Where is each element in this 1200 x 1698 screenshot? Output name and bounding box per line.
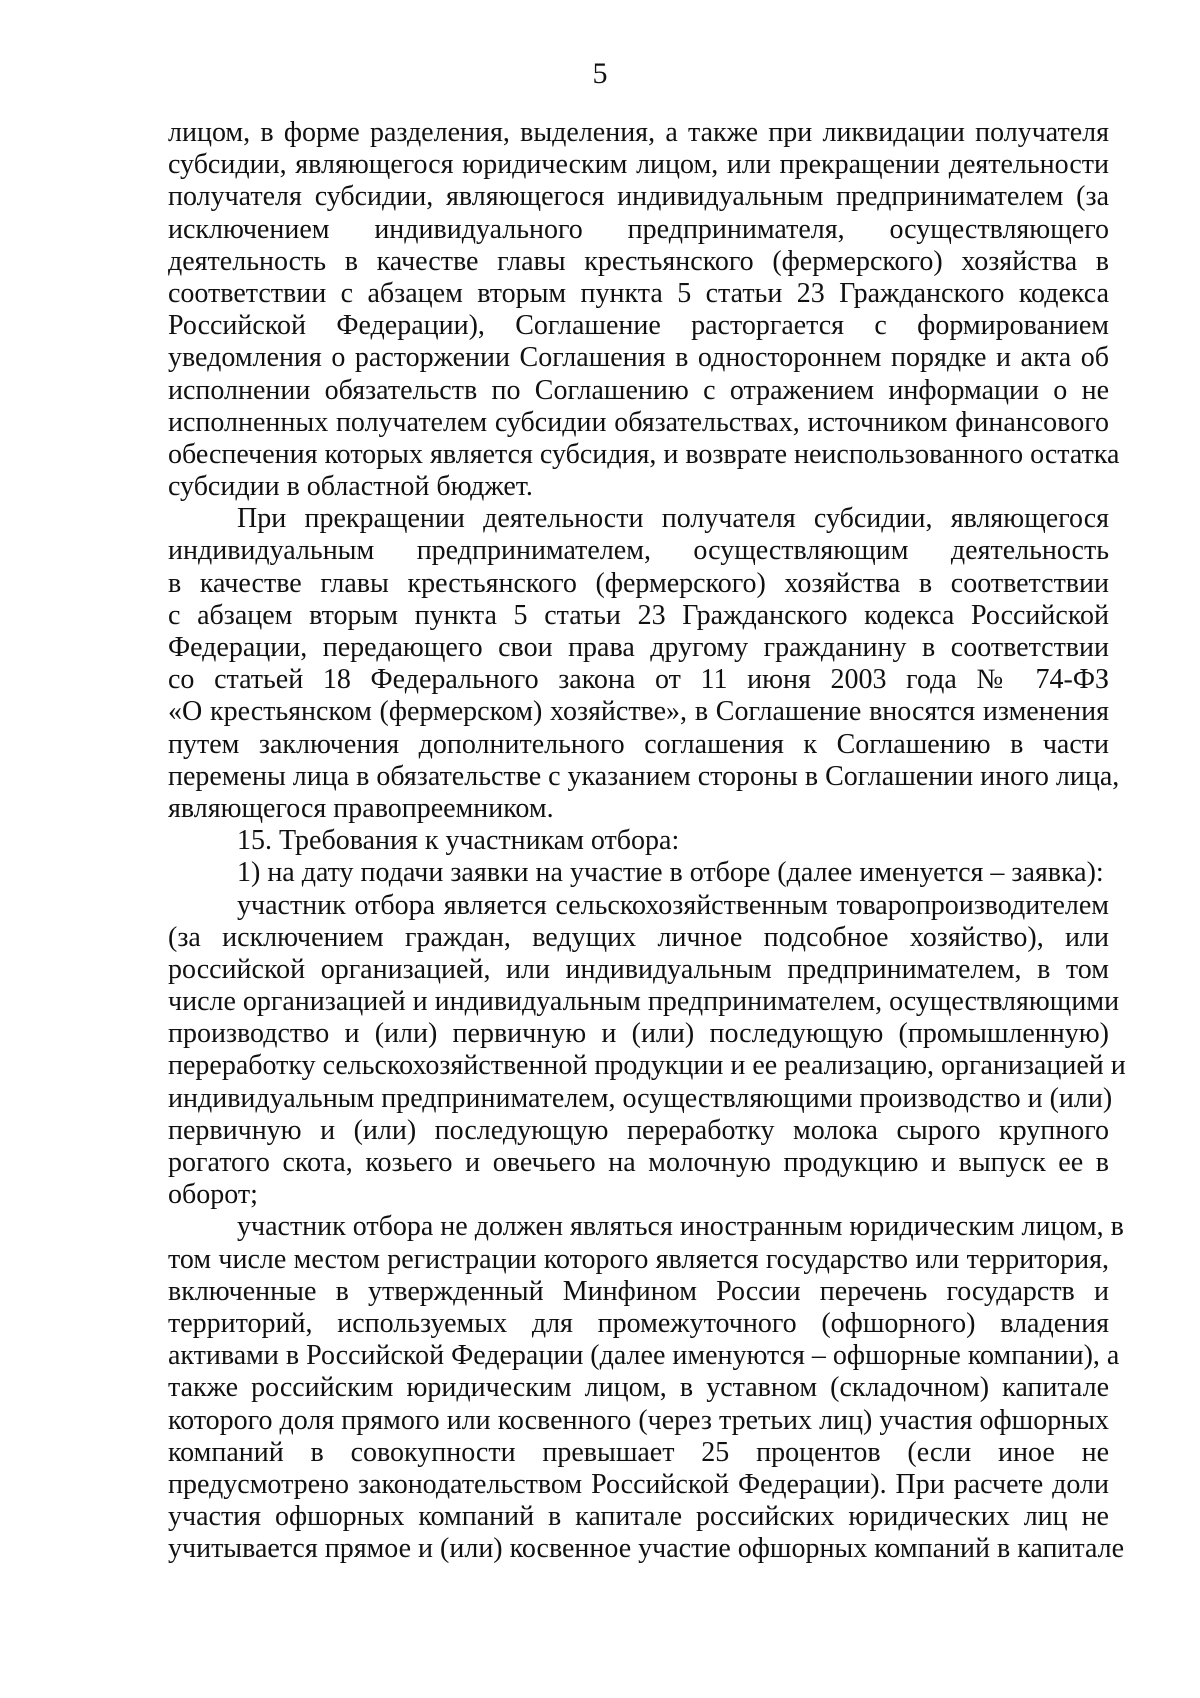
text-line: путем заключения дополнительного соглашения к Соглашению в части (168, 728, 1109, 760)
text-line: При прекращении деятельности получателя субсидии, являющегося (237, 503, 1109, 535)
text-line: активами в Российской Федерации (далее именуются – офшорные компании), а (168, 1340, 1120, 1372)
text-line: Российской Федерации), Соглашение расторгается с формированием (168, 310, 1109, 342)
text-line: предусмотрено законодательством Российской Федерации). При расчете доли (168, 1468, 1109, 1500)
text-line: «О крестьянском (фермерском) хозяйстве», в Соглашение вносятся изменения (168, 696, 1109, 728)
text-line: рогатого скота, козьего и овечьего на молочную продукцию и выпуск ее в (168, 1147, 1109, 1178)
text-line: исполненных получателем субсидии обязательствах, источником финансового (168, 406, 1109, 438)
text-line: исполнении обязательств по Соглашению с отражением информации о не (168, 374, 1109, 406)
text-line: (за исключением граждан, ведущих личное подсобное хозяйство), или (168, 921, 1109, 953)
text-line: российской организацией, или индивидуальным предпринимателем, в том (168, 953, 1109, 985)
text-line: также российским юридическим лицом, в уставном (складочном) капитале (168, 1372, 1109, 1404)
text-line: лицом, в форме разделения, выделения, а также при ликвидации получателя (168, 117, 1109, 148)
text-line: 1) на дату подачи заявки на участие в отборе (далее именуется – заявка): (237, 857, 1104, 889)
text-line: с абзацем вторым пункта 5 статьи 23 Гражданского кодекса Российской (168, 599, 1109, 631)
text-line: уведомления о расторжении Соглашения в одностороннем порядке и акта об (168, 342, 1109, 374)
text-line: 15. Требования к участникам отбора: (237, 825, 680, 857)
text-line: компаний в совокупности превышает 25 процентов (если иное не (168, 1436, 1109, 1468)
text-line: индивидуальным предпринимателем, осуществляющими производство и (или) (168, 1082, 1113, 1114)
body-text (168, 117, 1126, 1565)
text-line: территорий, используемых для промежуточного (офшорного) владения (168, 1307, 1109, 1339)
text-line: участник отбора не должен являться иностранным юридическим лицом, в (237, 1211, 1124, 1243)
text-line: участия офшорных компаний в капитале российских юридических лиц не (168, 1501, 1109, 1533)
text-line: индивидуальным предпринимателем, осуществляющим деятельность (168, 535, 1109, 567)
text-line: том числе местом регистрации которого является государство или территория, (168, 1243, 1109, 1275)
text-line: исключением индивидуального предпринимателя, осуществляющего (168, 213, 1109, 245)
text-line: субсидии в областной бюджет. (168, 471, 533, 503)
text-line: производство и (или) первичную и (или) последующую (промышленную) (168, 1018, 1109, 1050)
page-number: 5 (592, 57, 608, 90)
text-line: получателя субсидии, являющегося индивидуальным предпринимателем (за (168, 181, 1109, 213)
text-line: числе организацией и индивидуальным предпринимателем, осуществляющими (168, 986, 1120, 1018)
text-line: переработку сельскохозяйственной продукции и ее реализацию, организацией и (168, 1050, 1126, 1082)
text-line: оборот; (168, 1179, 258, 1211)
text-line: соответствии с абзацем вторым пункта 5 статьи 23 Гражданского кодекса (168, 277, 1109, 309)
text-line: в качестве главы крестьянского (фермерского) хозяйства в соответствии (168, 567, 1109, 599)
text-line: перемены лица в обязательстве с указанием стороны в Соглашении иного лица, (168, 760, 1120, 792)
text-line: учитывается прямое и (или) косвенное участие офшорных компаний в капитале (168, 1533, 1125, 1565)
text-line: деятельность в качестве главы крестьянского (фермерского) хозяйства в (168, 245, 1109, 277)
text-line: обеспечения которых является субсидия, и возврате неиспользованного остатка (168, 438, 1120, 470)
text-line: участник отбора является сельскохозяйственным товаропроизводителем (237, 889, 1109, 921)
text-line: субсидии, являющегося юридическим лицом, или прекращении деятельности (168, 149, 1109, 181)
text-line: которого доля прямого или косвенного (через третьих лиц) участия офшорных (168, 1404, 1109, 1436)
text-line: являющегося правопреемником. (168, 792, 554, 824)
text-line: первичную и (или) последующую переработку молока сырого крупного (168, 1114, 1109, 1146)
text-line: Федерации, передающего свои права другому гражданину в соответствии (168, 632, 1109, 663)
text-line: включенные в утвержденный Минфином России перечень государств и (168, 1275, 1109, 1307)
text-line: со статьей 18 Федерального закона от 11 июня 2003 года № 74-ФЗ (168, 664, 1109, 696)
